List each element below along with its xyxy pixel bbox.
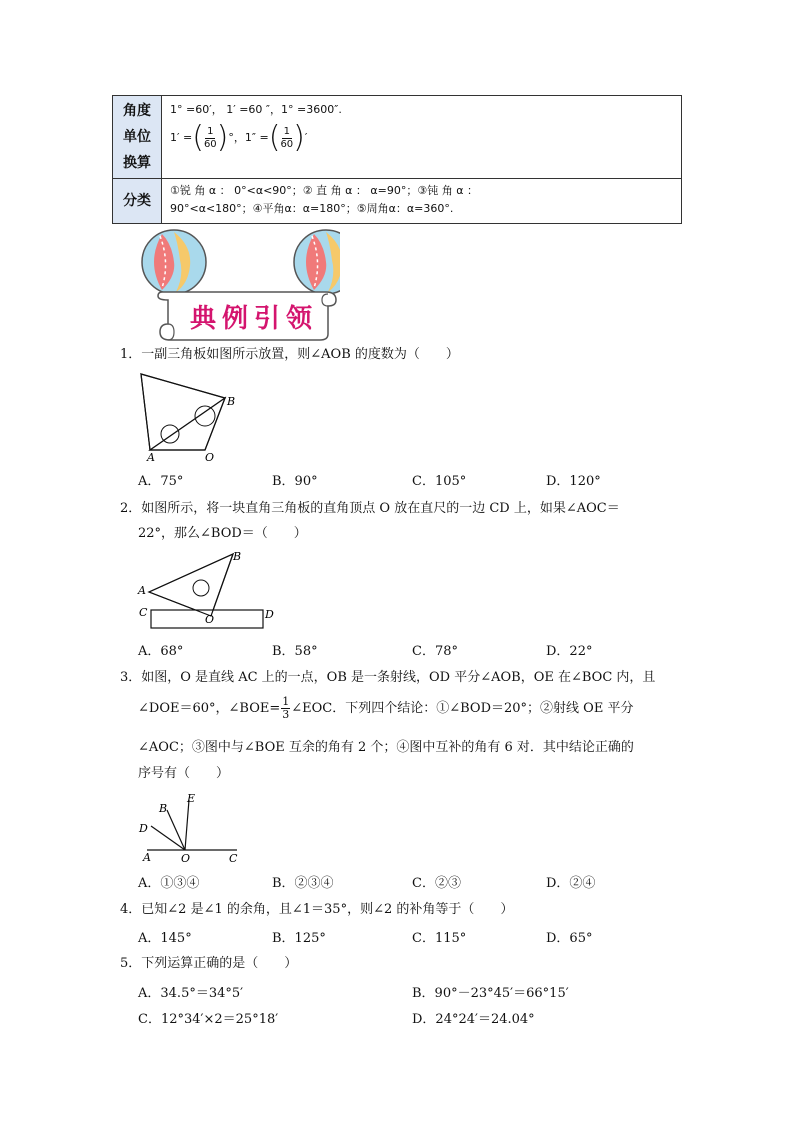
stem-text: ∠DOE＝60°，∠BOE=	[138, 700, 281, 716]
q3-option-c[interactable]: C．②③	[412, 876, 461, 891]
question-3-stem-line2	[138, 696, 633, 721]
stem-text: ∠EOC．下列四个结论：①∠BOD＝20°；②射线 OE 平分	[291, 700, 634, 716]
fraction-one-third	[281, 696, 290, 721]
q4-option-d[interactable]: D．65°	[546, 931, 593, 946]
beach-ball-left-icon	[142, 230, 206, 294]
fraction-numerator: 1	[207, 125, 214, 137]
point-label-d: D	[265, 608, 274, 621]
fraction-1-60: ( $\frac{1}{60}$ )	[268, 120, 305, 155]
unit-conversion-header	[113, 96, 162, 178]
question-3-stem-line3: ∠AOC；③图中与∠BOE 互余的角有 2 个；④图中互补的角有 6 对．其中结论正确的	[138, 740, 634, 755]
point-label-b: B	[159, 802, 168, 815]
question-3-stem-line4: 序号有（ ）	[138, 766, 230, 781]
q1-option-a[interactable]: A．75°	[138, 474, 184, 489]
point-label-c: C	[229, 852, 238, 865]
conversion-text: °，1″ =	[228, 131, 269, 144]
point-label-b: B	[227, 395, 236, 408]
q4-option-a[interactable]: A．145°	[138, 931, 192, 946]
classification-line-2: 90°<α<180°；④平角α：α=180°；⑤周角α：α=360°.	[170, 202, 454, 215]
q2-option-b[interactable]: B．58°	[272, 644, 318, 659]
point-label-o: O	[205, 613, 215, 626]
fraction-denominator: 60	[203, 138, 217, 150]
q1-option-b[interactable]: B．90°	[272, 474, 318, 489]
q5-option-a[interactable]: A．34.5°＝34°5′	[138, 986, 244, 1001]
fraction-numerator: 1	[282, 695, 290, 708]
point-label-a: A	[143, 851, 151, 864]
classification-header: 分类	[113, 179, 162, 223]
question-1-figure	[135, 368, 255, 466]
q5-option-c[interactable]: C．12°34′×2＝25°18′	[138, 1012, 279, 1027]
fraction-1-60: ( $\frac{1}{60}$ )	[192, 120, 229, 155]
header-line: 单位	[123, 129, 151, 145]
beach-ball-right-icon	[294, 230, 340, 294]
question-5-stem: 5．下列运算正确的是（ ）	[120, 956, 298, 971]
q3-option-d[interactable]: D．②④	[546, 876, 596, 891]
fraction-numerator: 1	[283, 125, 290, 137]
q2-option-c[interactable]: C．78°	[412, 644, 458, 659]
section-banner	[140, 226, 340, 344]
classification-content	[162, 179, 681, 223]
q3-option-b[interactable]: B．②③④	[272, 876, 334, 891]
fraction-denominator: 60	[280, 138, 294, 150]
point-label-a: A	[147, 451, 155, 464]
conversion-text: 1′ =	[170, 131, 193, 144]
q4-option-c[interactable]: C．115°	[412, 931, 467, 946]
question-2-stem-line1: 2．如图所示，将一块直角三角板的直角顶点 O 放在直尺的一边 CD 上，如果∠AOC＝	[120, 501, 620, 516]
question-4-stem: 4．已知∠2 是∠1 的余角，且∠1＝35°，则∠2 的补角等于（ ）	[120, 902, 514, 917]
q5-option-b[interactable]: B．90°－23°45′＝66°15′	[412, 986, 569, 1001]
point-label-o: O	[181, 852, 191, 865]
point-label-b: B	[233, 550, 242, 563]
banner-title: 典例引领	[190, 304, 319, 334]
header-line: 换算	[123, 155, 151, 171]
point-label-d: D	[139, 822, 148, 835]
question-3-stem-line1: 3．如图，O 是直线 AC 上的一点，OB 是一条射线，OD 平分∠AOB，OE 在∠BOC 内，且	[120, 670, 656, 685]
q5-option-d[interactable]: D．24°24′＝24.04°	[412, 1012, 535, 1027]
point-label-c: C	[139, 606, 148, 619]
q2-option-d[interactable]: D．22°	[546, 644, 593, 659]
question-3-figure	[135, 790, 245, 866]
fraction-denominator: 3	[282, 708, 290, 721]
conversion-text: ′	[304, 131, 308, 144]
angle-info-table	[112, 95, 682, 224]
classification-row	[113, 179, 681, 223]
question-1-stem: 1．一副三角板如图所示放置，则∠AOB 的度数为（ ）	[120, 347, 459, 362]
q4-option-b[interactable]: B．125°	[272, 931, 326, 946]
point-label-a: A	[138, 584, 146, 597]
conversion-line-2	[170, 120, 673, 155]
question-2-stem-line2: 22°，那么∠BOD＝（ ）	[138, 526, 307, 541]
q1-option-d[interactable]: D．120°	[546, 474, 601, 489]
header-line: 角度	[123, 103, 151, 119]
q2-option-a[interactable]: A．68°	[138, 644, 184, 659]
classification-line-1: ①锐 角 α ： 0°<α<90°；② 直 角 α ： α=90°；③钝 角 α ：	[170, 184, 478, 197]
question-2-figure	[135, 550, 280, 634]
point-label-e: E	[187, 792, 196, 805]
q1-option-c[interactable]: C．105°	[412, 474, 467, 489]
unit-conversion-content	[162, 96, 681, 178]
point-label-o: O	[205, 451, 215, 464]
unit-conversion-row	[113, 96, 681, 179]
q3-option-a[interactable]: A．①③④	[138, 876, 200, 891]
conversion-line-1: 1° =60′， 1′ =60 ″，1° =3600″.	[170, 103, 342, 116]
